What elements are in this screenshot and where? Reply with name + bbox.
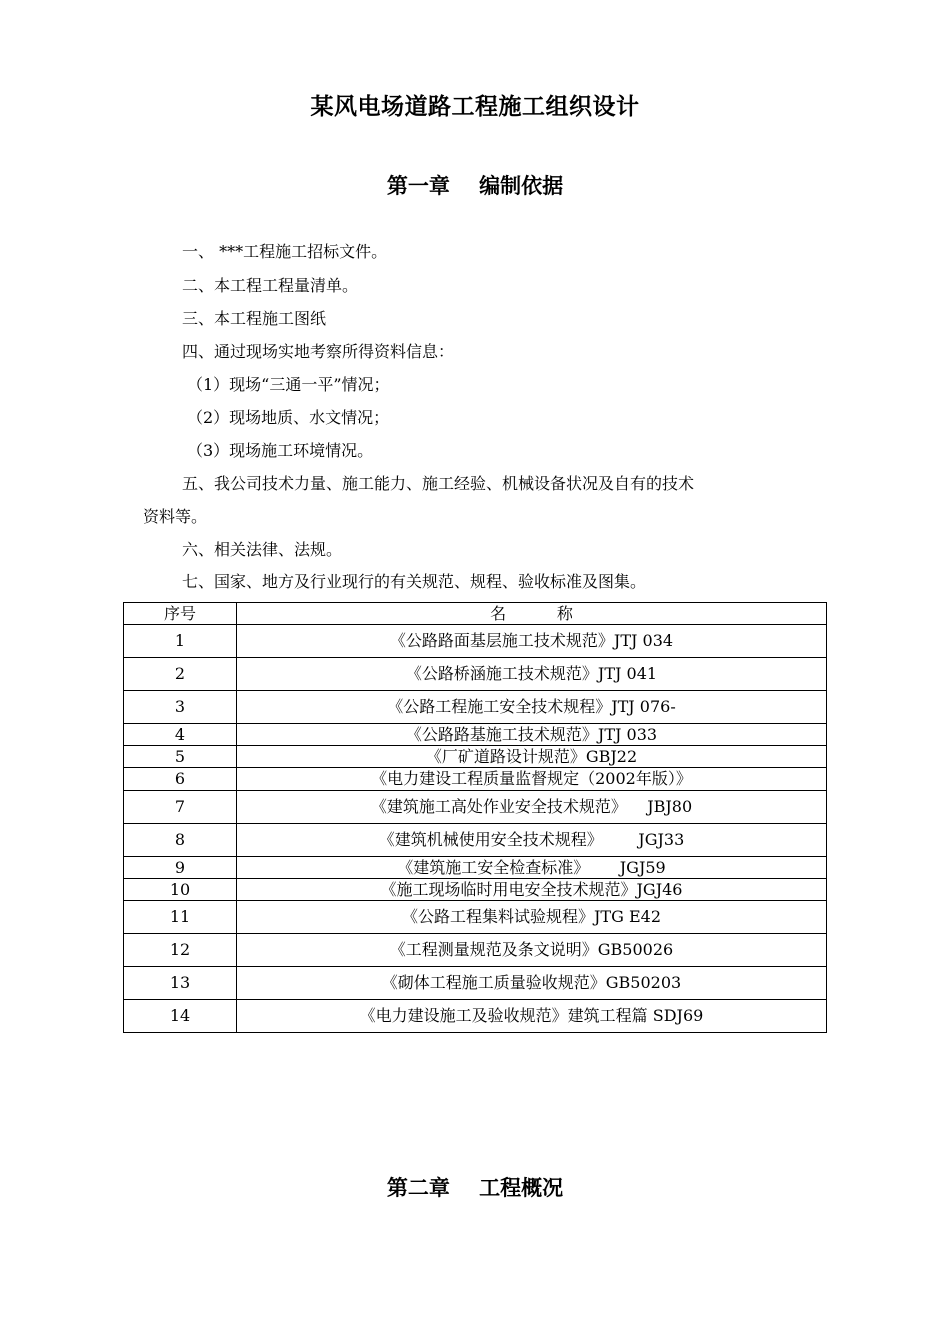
table-row (124, 857, 827, 879)
chapter-1-title: 第一章 编制依据 (386, 174, 564, 198)
paragraph-7: 七、国家、地方及行业现行的有关规范、规程、验收标准及图集。 (182, 572, 647, 591)
row-number: 5 (124, 746, 237, 768)
row-name: 《电力建设工程质量监督规定（2002年版）》 (237, 768, 827, 791)
header-number: 序号 (124, 603, 237, 625)
row-number: 3 (124, 691, 237, 724)
table-row (124, 658, 827, 691)
sub-item-3: （3）现场施工环境情况。 (187, 441, 374, 460)
row-name: 《公路桥涵施工技术规范》JTJ 041 (237, 658, 827, 691)
paragraph-6: 六、相关法律、法规。 (182, 540, 343, 559)
row-name: 《工程测量规范及条文说明》GB50026 (237, 934, 827, 967)
row-number: 11 (124, 901, 237, 934)
table-row (124, 768, 827, 791)
row-name: 《施工现场临时用电安全技术规范》JGJ46 (237, 879, 827, 901)
table-header-row (124, 603, 827, 625)
row-number: 13 (124, 967, 237, 1000)
row-number: 2 (124, 658, 237, 691)
table-row (124, 625, 827, 658)
table-row (124, 967, 827, 1000)
paragraph-3: 三、本工程施工图纸 (182, 309, 327, 328)
header-name: 名 称 (237, 603, 827, 625)
sub-item-2: （2）现场地质、水文情况； (187, 408, 390, 427)
sub-item-1: （1）现场“三通一平”情况； (187, 375, 390, 394)
row-name: 《厂矿道路设计规范》GBJ22 (237, 746, 827, 768)
row-number: 9 (124, 857, 237, 879)
row-name: 《公路路面基层施工技术规范》JTJ 034 (237, 625, 827, 658)
row-number: 14 (124, 1000, 237, 1033)
row-name: 《砌体工程施工质量验收规范》GB50203 (237, 967, 827, 1000)
row-name: 《公路工程集料试验规程》JTG E42 (237, 901, 827, 934)
paragraph-1: 一、 ***工程施工招标文件。 (182, 242, 388, 261)
table-row (124, 791, 827, 824)
table-row (124, 1000, 827, 1033)
standards-table (123, 602, 827, 1033)
row-number: 7 (124, 791, 237, 824)
row-number: 8 (124, 824, 237, 857)
paragraph-5-line-2: 资料等。 (143, 507, 208, 526)
row-name: 《建筑施工高处作业安全技术规范》 JBJ80 (237, 791, 827, 824)
row-name: 《建筑施工安全检查标准》 JGJ59 (237, 857, 827, 879)
row-number: 1 (124, 625, 237, 658)
row-number: 4 (124, 724, 237, 746)
paragraph-5-line-1: 五、我公司技术力量、施工能力、施工经验、机械设备状况及自有的技术 (182, 474, 695, 493)
table-row (124, 901, 827, 934)
paragraph-4: 四、通过现场实地考察所得资料信息： (182, 342, 455, 361)
row-number: 10 (124, 879, 237, 901)
chapter-2-title: 第二章 工程概况 (386, 1176, 564, 1200)
row-number: 6 (124, 768, 237, 791)
paragraph-2: 二、本工程工程量清单。 (182, 276, 359, 295)
table-row (124, 824, 827, 857)
row-number: 12 (124, 934, 237, 967)
row-name: 《公路路基施工技术规范》JTJ 033 (237, 724, 827, 746)
table-row (124, 691, 827, 724)
row-name: 《电力建设施工及验收规范》建筑工程篇 SDJ69 (237, 1000, 827, 1033)
row-name: 《公路工程施工安全技术规程》JTJ 076- (237, 691, 827, 724)
table-row (124, 934, 827, 967)
document-title: 某风电场道路工程施工组织设计 (310, 94, 640, 120)
table-row (124, 746, 827, 768)
row-name: 《建筑机械使用安全技术规程》 JGJ33 (237, 824, 827, 857)
table-row (124, 724, 827, 746)
table-row (124, 879, 827, 901)
